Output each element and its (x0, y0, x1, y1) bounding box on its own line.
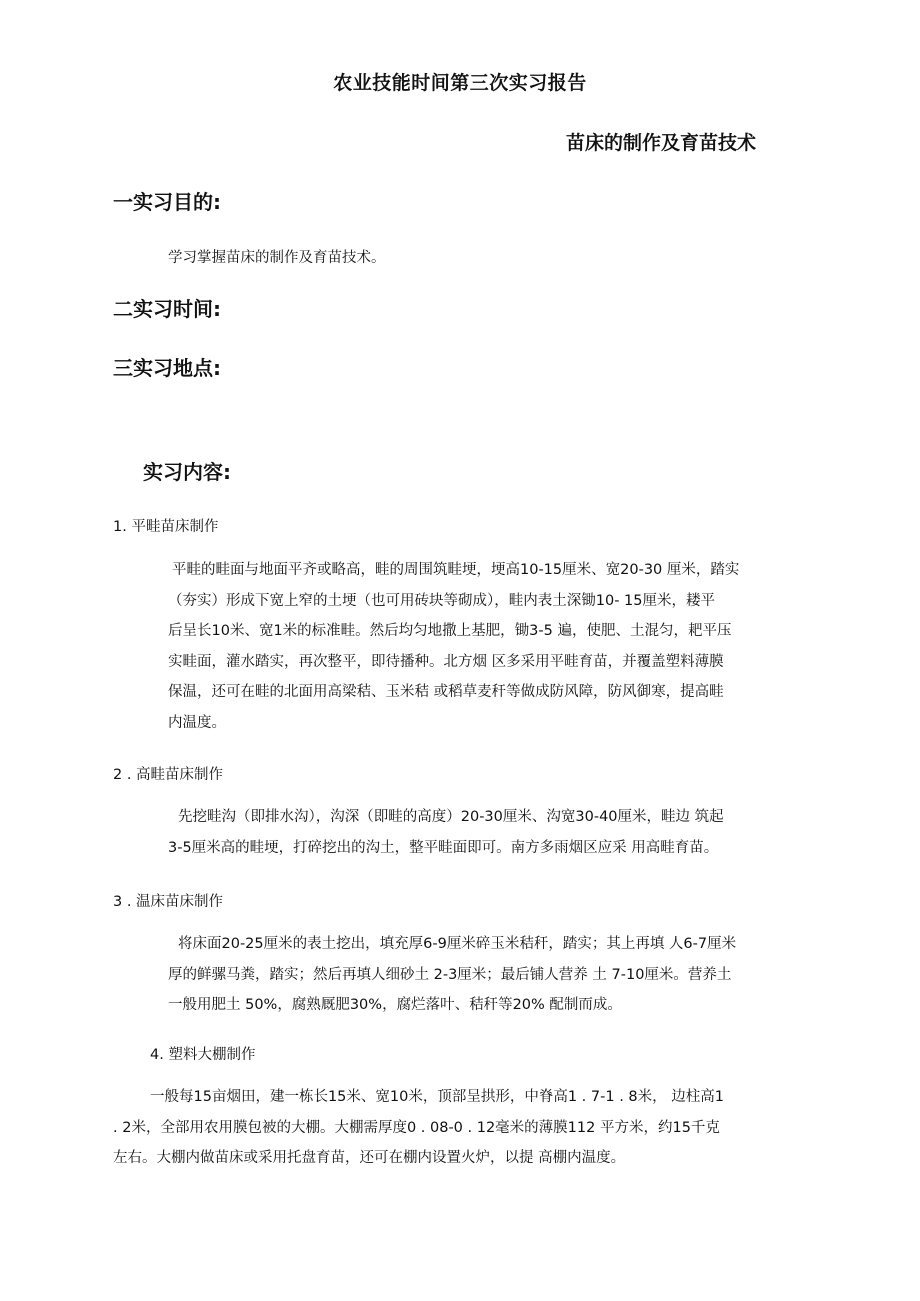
paragraph-line: 保温，还可在畦的北面用高梁秸、玉米秸 或稻草麦秆等做成防风障，防风御寒，提高畦 (168, 684, 724, 701)
item-heading-hot-bed: 3 . 温床苗床制作 (113, 894, 224, 910)
paragraph-line: 厚的鲜骡马粪，踏实；然后再填人细砂土 2-3厘米；最后铺人营养 土 7-10厘米。营养土 (168, 966, 732, 983)
heading-time: 二实习时间: (113, 297, 221, 321)
heading-content: 实习内容: (143, 460, 231, 484)
document-subtitle: 苗床的制作及育苗技术 (566, 132, 757, 154)
paragraph-line: 内温度。 (168, 714, 226, 731)
item-paragraph-hot-bed (168, 929, 736, 1021)
paragraph-line: 平畦的畦面与地面平齐或略高，畦的周围筑畦埂，埂高10-15厘米、宽20-30 厘米，踏实 (172, 562, 740, 578)
paragraph-line: 一般每15亩烟田，建一栋长15米、宽10米，顶部呈拱形，中脊高1 . 7-1 . 8米， 边柱高1 (150, 1089, 724, 1105)
item-paragraph-raised-bed (168, 802, 724, 863)
item-heading-raised-bed: 2 . 高畦苗床制作 (113, 767, 224, 783)
document-title: 农业技能时间第三次实习报告 (333, 72, 587, 94)
paragraph-line: （夯实）形成下宽上窄的土埂（也可用砖块等砌成），畦内表土深锄10- 15厘米，耧平 (168, 592, 715, 609)
item-paragraph-greenhouse (113, 1082, 724, 1174)
paragraph-line: 左右。大棚内做苗床或采用托盘育苗，还可在棚内设置火炉，以提 高棚内温度。 (113, 1150, 626, 1167)
paragraph-line: 将床面20-25厘米的表土挖出，填充厚6-9厘米碎玉米秸秆，踏实；其上再填 人6-7厘米 (178, 936, 737, 952)
heading-purpose: 一实习目的: (113, 190, 221, 214)
paragraph-line: 一般用肥土 50%，腐熟厩肥30%，腐烂落叶、秸秆等20% 配制而成。 (168, 997, 622, 1014)
item-paragraph-flat-bed (168, 555, 739, 739)
item-heading-greenhouse: 4. 塑料大棚制作 (150, 1047, 256, 1063)
paragraph-line: . 2米，全部用农用膜包被的大棚。大棚需厚度0 . 08-0 . 12毫米的薄膜112 平方米，约15千克 (113, 1119, 720, 1136)
paragraph-line: 后呈长10米、宽1米的标准畦。然后均匀地撒上基肥，锄3-5 遍，使肥、土混匀，耙平压 (168, 623, 732, 640)
paragraph-line: 3-5厘米高的畦埂，打碎挖出的沟土，整平畦面即可。南方多雨烟区应采 用高畦育苗。 (168, 839, 719, 856)
purpose-text: 学习掌握苗床的制作及育苗技术。 (168, 250, 386, 266)
paragraph-line: 先挖畦沟（即排水沟），沟深（即畦的高度）20-30厘米、沟宽30-40厘米，畦边 筑起 (178, 809, 724, 825)
heading-place: 三实习地点: (113, 356, 221, 380)
item-heading-flat-bed: 1. 平畦苗床制作 (113, 519, 219, 535)
paragraph-line: 实畦面，灌水踏实，再次整平，即待播种。北方烟 区多采用平畦育苗，并覆盖塑料薄膜 (168, 653, 724, 670)
